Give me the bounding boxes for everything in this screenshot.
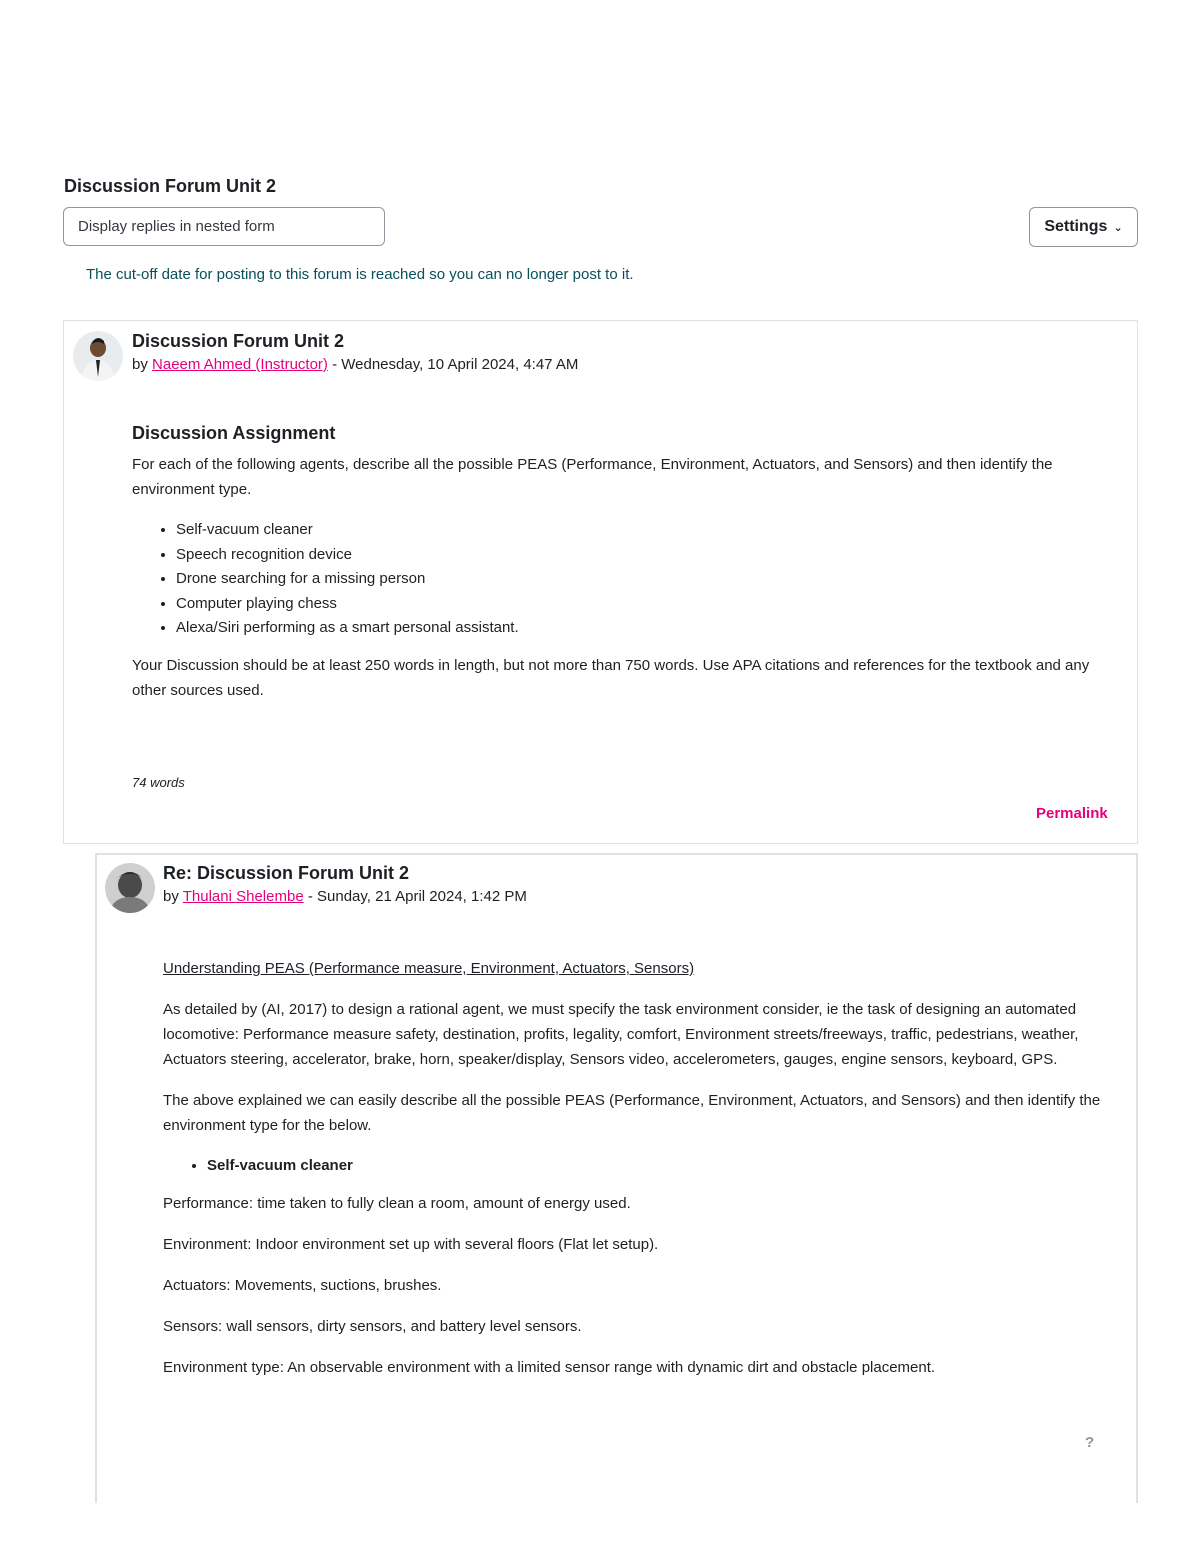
assignment-heading: Discussion Assignment	[132, 423, 336, 443]
chevron-down-icon: ⌄	[1113, 221, 1123, 234]
agent-list	[176, 518, 1107, 641]
cutoff-notice: The cut-off date for posting to this forum is reached so you can no longer post to it.	[86, 266, 634, 283]
reply-paragraph: The above explained we can easily describe all the possible PEAS (Performance, Environment, Actuators, and Sensors) and then identify the environment type for the below.	[163, 1092, 1101, 1134]
list-item: • Alexa/Siri performing as a smart personal assistant.	[176, 616, 1107, 641]
author-link[interactable]: Thulani Shelembe	[182, 888, 304, 905]
list-item: • Self-vacuum cleaner	[207, 1154, 1123, 1179]
word-count: 74 words	[132, 775, 185, 790]
permalink-link[interactable]: Permalink	[1036, 805, 1108, 822]
list-item: • Speech recognition device	[176, 543, 1107, 568]
post-byline	[132, 356, 578, 373]
post-date: - Wednesday, 10 April 2024, 4:47 AM	[327, 356, 579, 373]
forum-post	[63, 320, 1138, 844]
display-mode-select[interactable]: Display replies in nested form	[63, 207, 385, 246]
peas-environment-type: Environment type: An observable environment with a limited sensor range with dynamic dirt and obstacle placement.	[163, 1358, 936, 1376]
peas-performance: Performance: time taken to fully clean a room, amount of energy used.	[163, 1194, 631, 1212]
post-title: Discussion Forum Unit 2	[132, 331, 345, 351]
settings-button[interactable]	[1029, 207, 1138, 247]
by-label: by	[163, 888, 179, 905]
post-date: - Sunday, 21 April 2024, 1:42 PM	[303, 888, 527, 905]
help-icon[interactable]: ?	[1085, 1434, 1095, 1451]
agent-list	[207, 1154, 1123, 1179]
post-title: Re: Discussion Forum Unit 2	[163, 863, 410, 883]
by-label: by	[132, 356, 148, 373]
post-content	[132, 421, 1107, 719]
peas-actuators: Actuators: Movements, suctions, brushes.	[163, 1276, 442, 1294]
avatar[interactable]	[73, 331, 123, 381]
reply-paragraph: As detailed by (AI, 2017) to design a rational agent, we must specify the task environment consider, ie the task of designing an automated locomotive: Performance measure safety, destination, profits, legality, comfort, Environment streets/freeways, traffic, pedestrians, weather, Actuators steering, accelerator, brake, horn, speaker/display, Sensors video, accelerometers, gauges, engine sensors, keyboard, GPS.	[163, 1001, 1079, 1068]
list-item: • Self-vacuum cleaner	[176, 518, 1107, 543]
avatar[interactable]	[105, 863, 155, 913]
assignment-outro: Your Discussion should be at least 250 words in length, but not more than 750 words. Use APA citations and references for the textbook and any other sources used.	[132, 656, 1090, 699]
list-item: • Computer playing chess	[176, 592, 1107, 617]
peas-subheading: Understanding PEAS (Performance measure, Environment, Actuators, Sensors)	[163, 960, 695, 977]
author-link[interactable]: Naeem Ahmed (Instructor)	[152, 356, 328, 373]
page-title: Discussion Forum Unit 2	[64, 176, 277, 196]
settings-label: Settings	[1044, 218, 1108, 235]
forum-reply	[95, 853, 1138, 1503]
post-content	[163, 956, 1123, 1396]
assignment-intro: For each of the following agents, describe all the possible PEAS (Performance, Environment, Actuators, and Sensors) and then identify the environment type.	[132, 456, 1053, 498]
peas-sensors: Sensors: wall sensors, dirty sensors, and battery level sensors.	[163, 1317, 582, 1335]
list-item: • Drone searching for a missing person	[176, 567, 1107, 592]
peas-environment: Environment: Indoor environment set up with several floors (Flat let setup).	[163, 1235, 659, 1253]
post-byline	[163, 888, 527, 905]
